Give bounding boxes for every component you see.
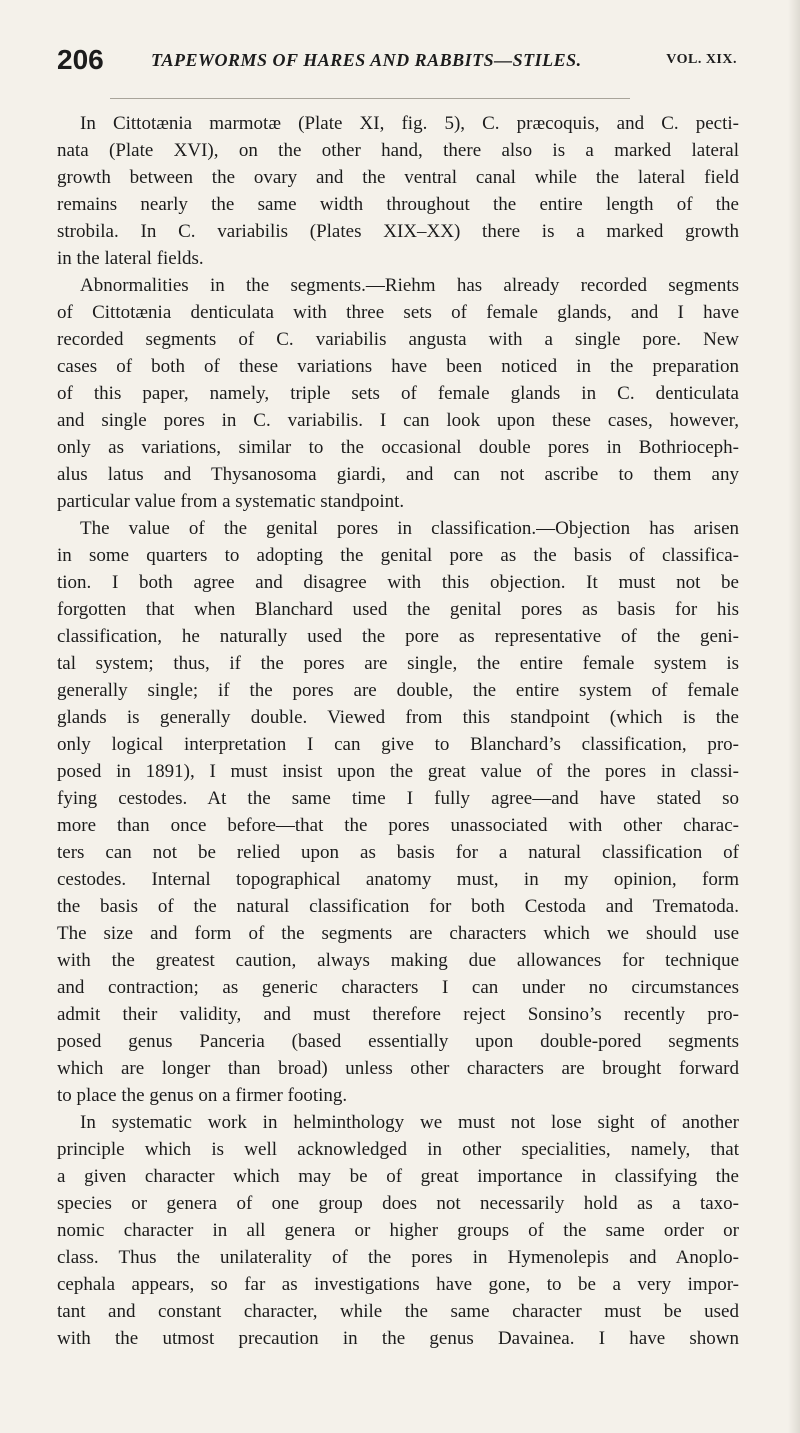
page-edge-shadow bbox=[788, 0, 800, 1433]
text-line: to place the genus on a firmer footing. bbox=[57, 1085, 348, 1106]
page-header bbox=[57, 44, 737, 84]
text-line: The value of the genital pores in classification.—Objection has arisen bbox=[80, 518, 739, 539]
text-line: which are longer than broad) unless other characters are brought forward bbox=[57, 1058, 739, 1079]
text-line: only as variations, similar to the occasional double pores in Bothrioceph- bbox=[57, 437, 739, 458]
volume-label: VOL. XIX. bbox=[666, 52, 737, 67]
text-line: cases of both of these variations have been noticed in the preparation bbox=[57, 356, 739, 377]
page-number: 206 bbox=[57, 44, 104, 75]
text-line: glands is generally double. Viewed from this standpoint (which is the bbox=[57, 707, 739, 728]
text-line: more than once before—that the pores unassociated with other charac- bbox=[57, 815, 739, 836]
text-line: cephala appears, so far as investigations have gone, to be a very impor- bbox=[57, 1274, 739, 1295]
text-line: tion. I both agree and disagree with this objection. It must not be bbox=[57, 572, 739, 593]
text-line: ters can not be relied upon as basis for a natural classification of bbox=[57, 842, 739, 863]
running-title: TAPEWORMS OF HARES AND RABBITS—STILES. bbox=[151, 50, 582, 70]
text-line: a given character which may be of great importance in classifying the bbox=[57, 1166, 739, 1187]
text-line: fying cestodes. At the same time I fully agree—and have stated so bbox=[57, 788, 739, 809]
text-line: of this paper, namely, triple sets of female glands in C. denticulata bbox=[57, 383, 739, 404]
text-line: growth between the ovary and the ventral canal while the lateral field bbox=[57, 167, 739, 188]
text-line: nomic character in all genera or higher groups of the same order or bbox=[57, 1220, 739, 1241]
text-line: posed genus Panceria (based essentially upon double-pored segments bbox=[57, 1031, 739, 1052]
text-line: In systematic work in helminthology we must not lose sight of another bbox=[80, 1112, 739, 1133]
text-line: strobila. In C. variabilis (Plates XIX–XX) there is a marked growth bbox=[57, 221, 739, 242]
text-line: class. Thus the unilaterality of the pores in Hymenolepis and Anoplo- bbox=[57, 1247, 739, 1268]
text-line: alus latus and Thysanosoma giardi, and can not ascribe to them any bbox=[57, 464, 739, 485]
text-line: and single pores in C. variabilis. I can look upon these cases, however, bbox=[57, 410, 739, 431]
text-line: recorded segments of C. variabilis angusta with a single pore. New bbox=[57, 329, 739, 350]
text-line: The size and form of the segments are characters which we should use bbox=[57, 923, 739, 944]
text-line: posed in 1891), I must insist upon the great value of the pores in classi- bbox=[57, 761, 739, 782]
text-line: with the greatest caution, always making due allowances for technique bbox=[57, 950, 739, 971]
text-line: admit their validity, and must therefore reject Sonsino’s recently pro- bbox=[57, 1004, 739, 1025]
text-line: forgotten that when Blanchard used the genital pores as basis for his bbox=[57, 599, 739, 620]
text-line: Abnormalities in the segments.—Riehm has already recorded segments bbox=[80, 275, 739, 296]
text-line: generally single; if the pores are double, the entire system of female bbox=[57, 680, 739, 701]
text-line: cestodes. Internal topographical anatomy must, in my opinion, form bbox=[57, 869, 739, 890]
text-line: remains nearly the same width throughout the entire length of the bbox=[57, 194, 739, 215]
text-line: of Cittotænia denticulata with three sets of female glands, and I have bbox=[57, 302, 739, 323]
text-line: tal system; thus, if the pores are single, the entire female system is bbox=[57, 653, 739, 674]
text-line: in the lateral fields. bbox=[57, 248, 204, 269]
text-line: species or genera of one group does not necessarily hold as a taxo- bbox=[57, 1193, 739, 1214]
text-line: with the utmost precaution in the genus Davainea. I have shown bbox=[57, 1328, 739, 1349]
header-rule bbox=[110, 98, 630, 99]
text-line: and contraction; as generic characters I can under no circumstances bbox=[57, 977, 739, 998]
text-line: only logical interpretation I can give to Blanchard’s classification, pro- bbox=[57, 734, 739, 755]
text-line: nata (Plate XVI), on the other hand, there also is a marked lateral bbox=[57, 140, 739, 161]
text-line: tant and constant character, while the same character must be used bbox=[57, 1301, 739, 1322]
text-line: in some quarters to adopting the genital pore as the basis of classifica- bbox=[57, 545, 739, 566]
text-line: principle which is well acknowledged in other specialities, namely, that bbox=[57, 1139, 739, 1160]
text-line: In Cittotænia marmotæ (Plate XI, fig. 5), C. præcoquis, and C. pecti- bbox=[80, 113, 739, 134]
text-line: particular value from a systematic standpoint. bbox=[57, 491, 405, 512]
body-text bbox=[57, 110, 739, 1352]
text-line: classification, he naturally used the pore as representative of the geni- bbox=[57, 626, 739, 647]
text-line: the basis of the natural classification for both Cestoda and Trematoda. bbox=[57, 896, 739, 917]
